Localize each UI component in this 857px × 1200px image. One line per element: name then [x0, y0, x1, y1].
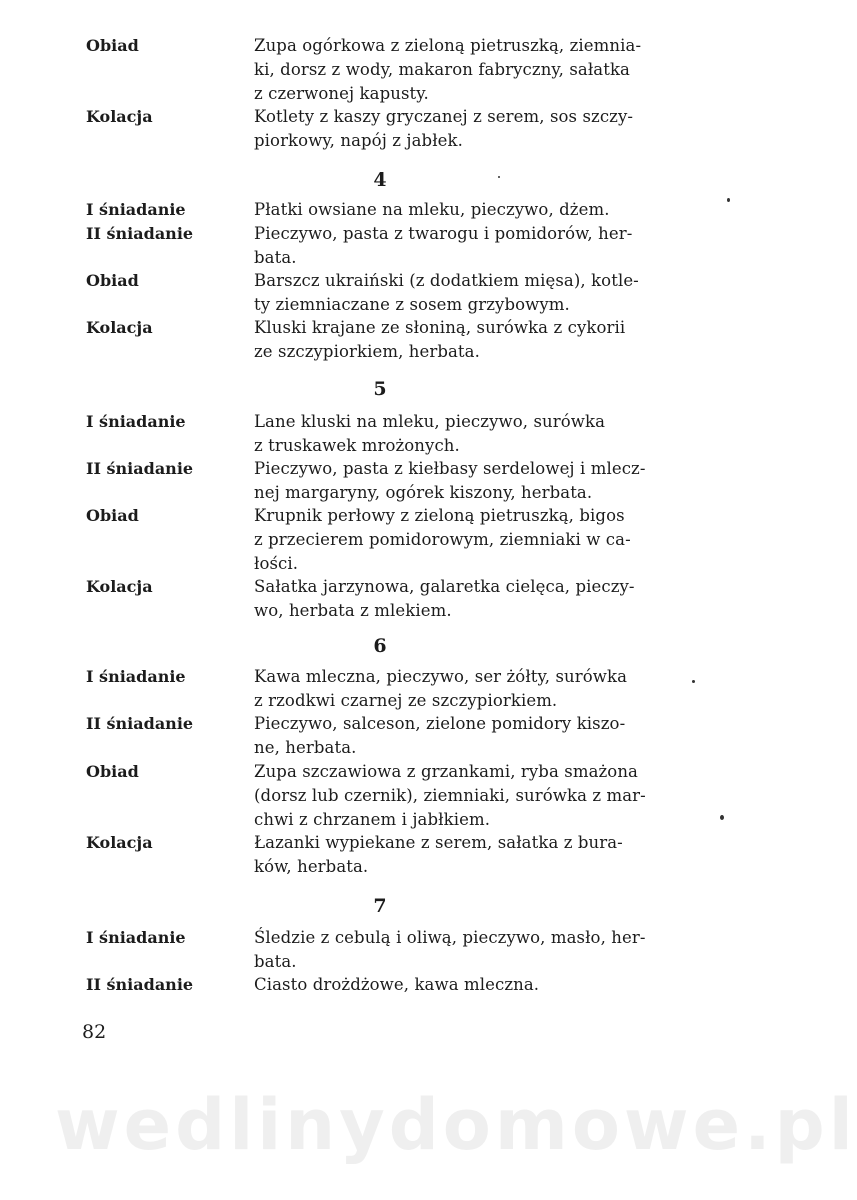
description-line: Lane kluski na mleku, pieczywo, surówka: [254, 412, 606, 431]
description-line: z rzodkwi czarnej ze szczypiorkiem.: [254, 691, 558, 710]
meal-description: [254, 575, 679, 623]
description-line: wo, herbata z mlekiem.: [254, 601, 452, 620]
day-heading: 4: [373, 169, 387, 191]
meal-description: [254, 973, 679, 997]
watermark: wedlinydomowe.pl: [55, 1084, 857, 1166]
meal-description: [254, 34, 679, 106]
meal-name: II śniadanie: [86, 975, 194, 994]
meal-name: Kolacja: [86, 318, 153, 337]
description-line: z truskawek mrożonych.: [254, 436, 460, 455]
meal-description: [254, 269, 679, 317]
description-line: Zupa ogórkowa z zieloną pietruszką, ziemnia-: [254, 36, 642, 55]
scan-speck: [720, 815, 724, 820]
description-line: bata.: [254, 248, 297, 267]
description-line: Śledzie z cebulą i oliwą, pieczywo, masło, her-: [254, 928, 646, 947]
meal-description: [254, 665, 679, 713]
meal-name: Kolacja: [86, 107, 153, 126]
description-line: ne, herbata.: [254, 738, 357, 757]
meal-name: Obiad: [86, 762, 139, 781]
meal-description: [254, 316, 679, 364]
description-line: Kawa mleczna, pieczywo, ser żółty, surówka: [254, 667, 628, 686]
meal-name: Obiad: [86, 36, 139, 55]
meal-name: Kolacja: [86, 833, 153, 852]
meal-description: [254, 410, 679, 458]
meal-name: II śniadanie: [86, 714, 194, 733]
day-heading: 6: [373, 635, 387, 657]
description-line: ków, herbata.: [254, 857, 369, 876]
description-line: (dorsz lub czernik), ziemniaki, surówka z mar-: [254, 786, 646, 805]
description-line: ki, dorsz z wody, makaron fabryczny, sałatka: [254, 60, 630, 79]
description-line: chwi z chrzanem i jabłkiem.: [254, 810, 491, 829]
description-line: nej margaryny, ogórek kiszony, herbata.: [254, 483, 593, 502]
meal-name: I śniadanie: [86, 200, 186, 219]
description-line: Łazanki wypiekane z serem, sałatka z bura-: [254, 833, 623, 852]
meal-description: [254, 105, 679, 153]
description-line: łości.: [254, 554, 299, 573]
description-line: Sałatka jarzynowa, galaretka cielęca, pieczy-: [254, 577, 635, 596]
description-line: Pieczywo, pasta z twarogu i pomidorów, her-: [254, 224, 633, 243]
meal-description: [254, 760, 679, 832]
scan-speck: [498, 176, 500, 178]
meal-description: [254, 457, 679, 505]
page-number: 82: [82, 1021, 107, 1043]
meal-name: Obiad: [86, 506, 139, 525]
description-line: bata.: [254, 952, 297, 971]
description-line: z czerwonej kapusty.: [254, 84, 429, 103]
meal-description: [254, 198, 679, 222]
meal-description: [254, 504, 679, 576]
meal-name: Obiad: [86, 271, 139, 290]
description-line: Kluski krajane ze słoniną, surówka z cykorii: [254, 318, 626, 337]
day-heading: 5: [373, 378, 387, 400]
description-line: Zupa szczawiowa z grzankami, ryba smażona: [254, 762, 638, 781]
meal-name: II śniadanie: [86, 224, 194, 243]
description-line: Pieczywo, salceson, zielone pomidory kiszo-: [254, 714, 626, 733]
description-line: ze szczypiorkiem, herbata.: [254, 342, 480, 361]
description-line: Płatki owsiane na mleku, pieczywo, dżem.: [254, 200, 610, 219]
meal-description: [254, 712, 679, 760]
description-line: Barszcz ukraiński (z dodatkiem mięsa), kotle-: [254, 271, 639, 290]
description-line: Krupnik perłowy z zieloną pietruszką, bigos: [254, 506, 625, 525]
description-line: Ciasto drożdżowe, kawa mleczna.: [254, 975, 540, 994]
description-line: Pieczywo, pasta z kiełbasy serdelowej i mlecz-: [254, 459, 646, 478]
meal-name: II śniadanie: [86, 459, 194, 478]
meal-name: I śniadanie: [86, 928, 186, 947]
description-line: Kotlety z kaszy gryczanej z serem, sos szczy-: [254, 107, 634, 126]
meal-description: [254, 222, 679, 270]
description-line: z przecierem pomidorowym, ziemniaki w ca-: [254, 530, 631, 549]
description-line: ty ziemniaczane z sosem grzybowym.: [254, 295, 570, 314]
meal-name: I śniadanie: [86, 667, 186, 686]
meal-name: I śniadanie: [86, 412, 186, 431]
day-heading: 7: [373, 895, 387, 917]
meal-description: [254, 926, 679, 974]
description-line: piorkowy, napój z jabłek.: [254, 131, 463, 150]
scan-speck: [727, 198, 730, 202]
scan-speck: [692, 680, 695, 683]
meal-name: Kolacja: [86, 577, 153, 596]
meal-description: [254, 831, 679, 879]
